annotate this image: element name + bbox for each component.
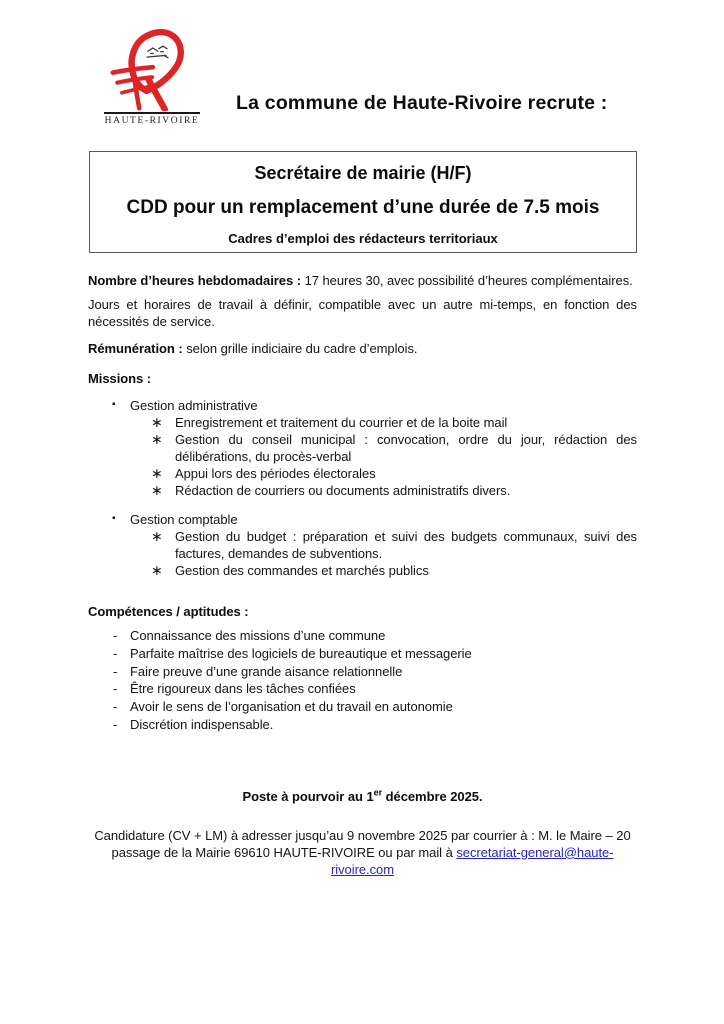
application-text: Candidature (CV + LM) à adresser jusqu’au 9 novembre 2025 par courrier à : M. le Maire – 20 passage de la Mairie 69610 HAUTE-RIVOIRE ou par mail à [94, 827, 631, 860]
skill-item: - Faire preuve d’une grande aisance relationnelle [113, 663, 403, 679]
job-announcement-box [89, 151, 637, 253]
skills-list [88, 627, 637, 734]
mission-item: ∗ Enregistrement et traitement du courrier et de la boite mail [151, 414, 508, 430]
skills-heading: Compétences / aptitudes : [88, 604, 249, 619]
asterisk-bullet-icon: ∗ [151, 431, 163, 447]
dash-bullet-icon: - [113, 699, 118, 715]
logo-rule [104, 112, 200, 114]
job-category: Cadres d’emploi des rédacteurs territoriaux [228, 231, 498, 246]
skill-item: - Avoir le sens de l’organisation et du travail en autonomie [113, 699, 453, 715]
document-body [88, 272, 637, 878]
application-line [88, 827, 637, 878]
ordinal-sup: er [373, 787, 383, 798]
skill-item: - Être rigoureux dans les tâches confiées [113, 681, 356, 697]
mission-group-comptable [88, 511, 637, 579]
mission-item: ∗ Gestion des commandes et marchés publics [151, 562, 429, 578]
haute-rivoire-logo [104, 27, 200, 126]
job-title: Secrétaire de mairie (H/F) [254, 163, 472, 183]
missions-heading: Missions : [88, 371, 152, 386]
salary-label: Rémunération : [88, 341, 183, 356]
village-sketch [147, 46, 169, 58]
mission-group-title: ▪ Gestion comptable [112, 512, 238, 527]
mission-item: ∗ Rédaction de courriers ou documents administratifs divers. [151, 482, 511, 498]
hours-paragraph [88, 272, 637, 289]
schedule-paragraph: Jours et horaires de travail à définir, compatible avec un autre mi-temps, en fonction des nécessités de service. [88, 297, 637, 329]
mission-group-administrative [88, 397, 637, 499]
dash-bullet-icon: - [113, 681, 118, 697]
mission-item: ∗ Gestion du budget : préparation et suivi des budgets communaux, suivi des factures, demandes de subventions. [151, 528, 637, 561]
job-contract: CDD pour un remplacement d’une durée de 7.5 mois [126, 197, 600, 218]
skill-item: - Parfaite maîtrise des logiciels de bureautique et messagerie [113, 645, 472, 661]
dash-bullet-icon: - [113, 645, 118, 661]
skill-item: - Discrétion indispensable. [113, 716, 274, 732]
square-bullet-icon: ▪ [112, 513, 116, 524]
asterisk-bullet-icon: ∗ [151, 562, 163, 578]
mission-item: ∗ Gestion du conseil municipal : convocation, ordre du jour, rédaction des délibérations, du procès-verbal [151, 431, 637, 464]
dash-bullet-icon: - [113, 716, 118, 732]
dash-bullet-icon: - [113, 663, 118, 679]
asterisk-bullet-icon: ∗ [151, 528, 163, 544]
asterisk-bullet-icon: ∗ [151, 465, 163, 481]
email-link[interactable]: secretariat-general@haute-rivoire.com [330, 844, 614, 877]
hours-label: Nombre d’heures hebdomadaires : [88, 273, 302, 288]
asterisk-bullet-icon: ∗ [151, 482, 163, 498]
salary-paragraph [88, 340, 637, 357]
logo-label: HAUTE-RIVOIRE [104, 116, 200, 126]
start-date-line: Poste à pourvoir au 1er décembre 2025. [242, 787, 483, 804]
mission-group-title: ▪ Gestion administrative [112, 398, 258, 413]
salary-text: selon grille indiciaire du cadre d’emplois. [182, 341, 418, 356]
page-title: La commune de Haute-Rivoire recrute : [236, 92, 608, 114]
asterisk-bullet-icon: ∗ [151, 414, 163, 430]
hr-monogram-icon [105, 27, 199, 111]
hours-text: 17 heures 30, avec possibilité d’heures complémentaires. [301, 273, 633, 288]
mission-item: ∗ Appui lors des périodes électorales [151, 465, 376, 481]
dash-bullet-icon: - [113, 628, 118, 643]
square-bullet-icon: ▪ [112, 399, 116, 410]
skill-item: - Connaissance des missions d’une commune [113, 628, 386, 643]
